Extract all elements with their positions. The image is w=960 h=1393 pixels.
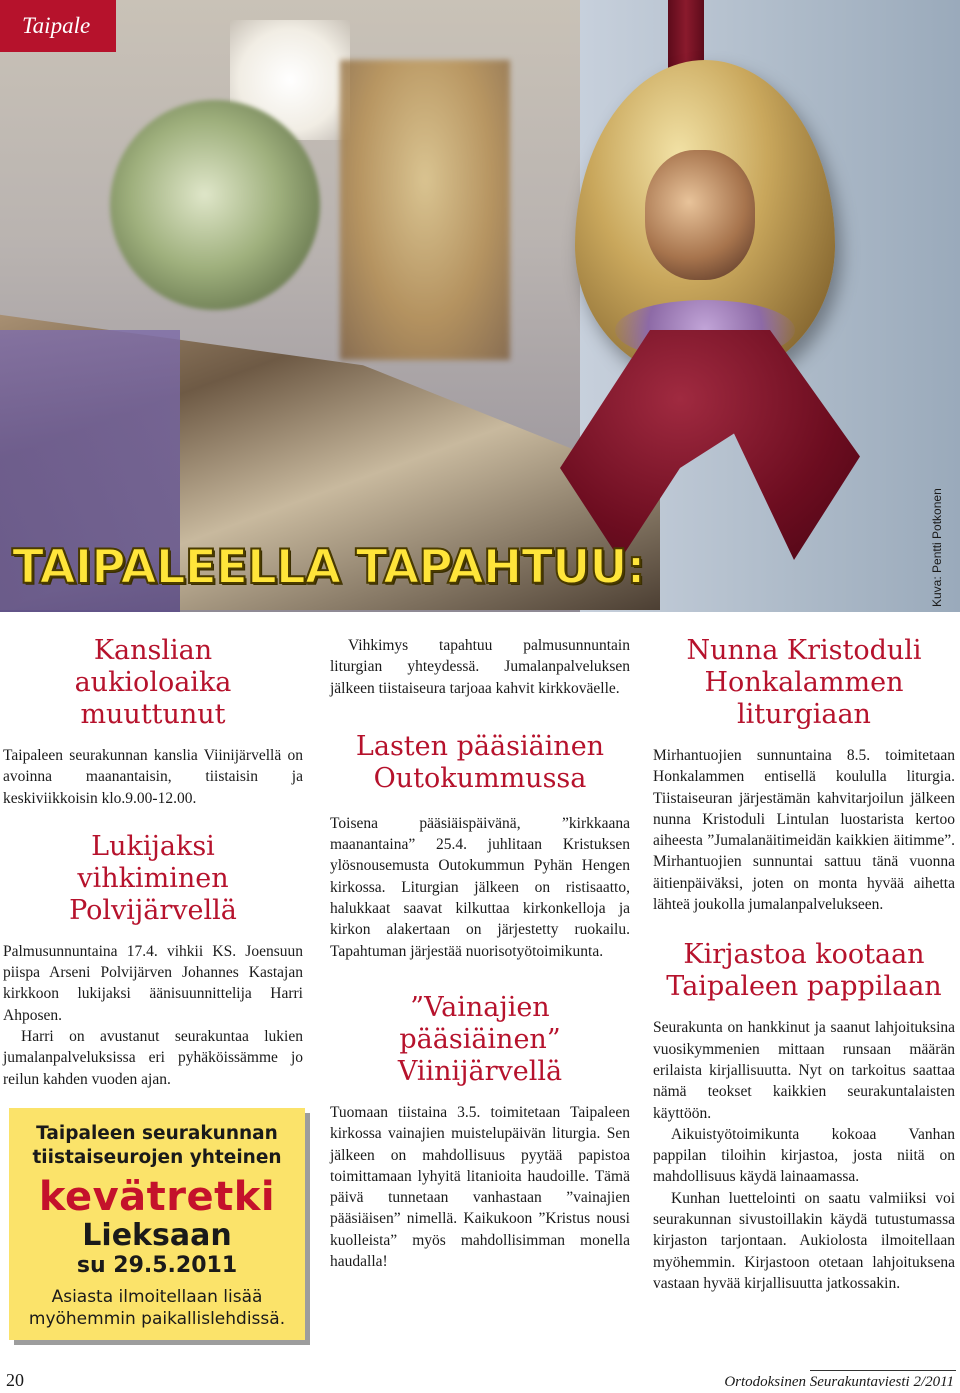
column-1	[3, 635, 303, 1090]
footer-rule	[810, 1370, 956, 1371]
article-body-office-hours: Taipaleen seurakunnan kanslia Viinijärvellä on avoinna maanantaisin, tiistaisin ja keskiviikkoisin klo.9.00-12.00.	[3, 747, 303, 807]
page-number: 20	[6, 1370, 24, 1390]
article-title-office-hours: Kanslian aukioloaika muuttunut	[74, 635, 232, 730]
article-title-nun-kristoduli: Nunna Kristoduli Honkalammen liturgiaan	[686, 635, 922, 730]
article-title-departed-easter: ”Vainajien pääsiäinen” Viinijärvellä	[397, 991, 563, 1087]
article-body-library-3: Kunhan luettelointi on saatu valmiiksi voi seurakunnan sivustoillakin käydä tutustumassa kirjaston tarjontaan. Aukiolosta ilmoitellaan myöhemmin. Kirjastoon otetaan lahjoituksena vastaan hyvää kirjallisuutta jatkossakin.	[653, 1189, 955, 1292]
ad-intro: Taipaleen seurakunnan tiistaiseurojen yhteinen	[32, 1123, 282, 1168]
article-title-library: Kirjastoa kootaan Taipaleen pappilaan	[666, 939, 942, 1003]
article-body-departed-easter: Tuomaan tiistaina 3.5. toimitetaan Taipaleen kirkossa vainajien muistelupäivän liturgia. Sen jälkeen on mahdollisuus pyytää papistoa toimittamaan lyhyitä litanioita haudoille. Tämä päivä tunnetaan vanhastaan ”vainajien pääsiäisen” nimellä. Kaikukoon ”Kristus nousi kuolleista” myös mahdollisimman monella haudalla!	[330, 1103, 630, 1271]
hero-photo	[0, 0, 960, 612]
column-2	[330, 635, 630, 1272]
spring-trip-ad	[9, 1108, 305, 1340]
hero-egg-icon-painting	[645, 150, 755, 280]
photo-credit: Kuva: Pentti Potkonen	[930, 488, 944, 607]
hero-iconostasis	[340, 60, 510, 360]
page-headline: TAIPALEELLA TAPAHTUU:	[12, 540, 645, 595]
column-3	[653, 635, 955, 1294]
article-body-childrens-easter: Toisena pääsiäispäivänä, ”kirkkaana maanantaina” 25.4. juhlitaan Kristuksen ylösnousemusta Outokummun Pyhän Hengen kirkossa. Liturgian jälkeen on ristisaatto, halukkaat saavat kilkuttaa kirkonkelloja ja kirkon alakertaan on järjestetty ruokailu. Tapahtuman järjestää nuorisotyötoimikunta.	[330, 814, 630, 960]
article-body-library-1: Seurakunta on hankkinut ja saanut lahjoituksina vuosikymmenien mittaan runsaan määrän erilaista kirjallisuutta. Nyt on tarkoitus saattaa nämä teokset kaikkien seurakuntalaisten käyttöön.	[653, 1019, 955, 1122]
article-body-reader-ordination-2: Harri on avustanut seurakuntaa lukien jumalanpalveluksissa eri pyhäköissämme jo reilun kahden vuoden ajan.	[3, 1028, 303, 1088]
article-body-reader-ordination-1: Palmusunnuntaina 17.4. vihkii KS. Joensuun piispa Arseni Polvijärven Johannes Kastajan kirkkoon lukijaksi äänisuunnittelija Harri Ahposen.	[3, 942, 303, 1024]
article-body-library-2: Aikuistyötoimikunta kokoaa Vanhan pappilan tiloihin kirjastoa, josta niitä on mahdollisuus käydä lainaamassa.	[653, 1125, 955, 1186]
ad-note: Asiasta ilmoitellaan lisää myöhemmin paikallislehdissä.	[28, 1287, 286, 1329]
article-title-childrens-easter: Lasten pääsiäinen Outokummussa	[355, 730, 605, 794]
ad-destination: Lieksaan	[82, 1218, 232, 1253]
article-title-reader-ordination: Lukijaksi vihkiminen Polvijärvellä	[69, 830, 237, 926]
hero-plant	[110, 100, 320, 310]
article-body-nun-kristoduli: Mirhantuojien sunnuntaina 8.5. toimitetaan Honkalammen entisellä koululla liturgia. Tiistaiseuran järjestämän kahvitarjoilun jälkeen nunna Kristoduli Lintulan luostarista kertoo aiheesta ”Jumalanäitimeidän kaikkien äitimme”. Mirhantuojien sunnuntai sattuu tänä vuonna äitienpäiväksi, joten on monta hyvää aihetta lähteä joukolla jumalanpalvelukseen.	[653, 747, 955, 914]
article-continuation: Vihkimys tapahtuu palmusunnuntain liturgian yhteydessä. Jumalanpalveluksen jälkeen tiistaiseura tarjoaa kahvit kirkkoväelle.	[330, 637, 630, 697]
magazine-title: Ortodoksinen Seurakuntaviesti 2/2011	[724, 1374, 954, 1390]
ad-date: su 29.5.2011	[76, 1253, 238, 1278]
section-label: Taipale	[0, 0, 116, 52]
ad-highlight: kevätretki	[38, 1174, 276, 1220]
